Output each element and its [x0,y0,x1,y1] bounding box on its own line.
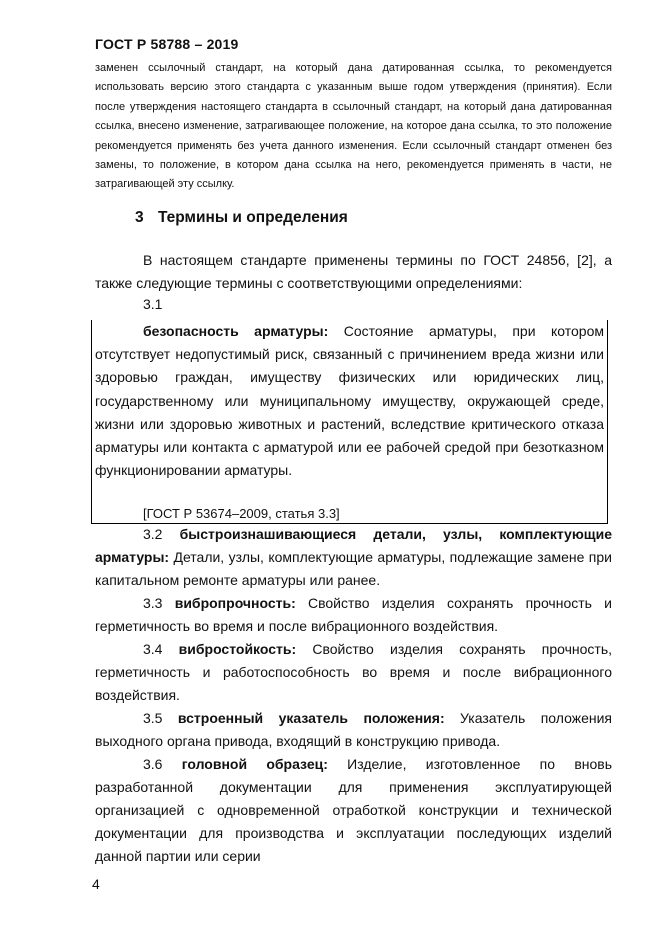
term-3-6-name: головной образец: [181,756,328,772]
page-number: 4 [92,876,100,892]
term-3-2-number: 3.2 [143,526,163,542]
term-3-5 [95,707,612,753]
term-3-1-source: [ГОСТ Р 53674–2009, статья 3.3] [143,506,340,521]
section-number: 3 [135,209,144,226]
term-3-5-definition: Указатель положения выходного органа привода, входящий в конструкцию привода. [95,710,613,749]
term-3-2-definition: Детали, узлы, комплектующие арматуры, подлежащие замене при капитальном ремонте арматуры или ранее. [95,549,612,588]
term-3-1-definition: Состояние арматуры, при котором отсутствует недопустимый риск, связанный с причинением вреда жизни или здоровью граждан, имуществу физических или юридических лиц, государственному или муниципальному имуществу, окружающей среде, жизни или здоровью животных и растений, вследствие критического отказа арматуры или контакта с арматурой или ее рабочей средой при безотказном функционировании арматуры. [95,323,604,479]
term-3-5-name: встроенный указатель положения: [177,710,445,726]
document-header: ГОСТ Р 58788 – 2019 [95,36,239,52]
lead-paragraph: В настоящем стандарте применены термины по ГОСТ 24856, [2], а также следующие термины с соответствующими определениями: [95,252,612,291]
term-3-6-definition: Изделие, изготовленное по вновь разработанной документации для применения эксплуатирующей организацией с одновременной отработкой конструкции и технической документации для производства и эксплуатации последующих изделий данной партии или серии [95,756,613,864]
term-3-2 [95,523,612,592]
term-3-4-name: вибростойкость: [178,641,297,657]
term-3-4-number: 3.4 [143,641,163,657]
term-3-3 [95,592,612,638]
term-3-6 [95,753,612,868]
term-3-4 [95,638,612,707]
term-3-4-definition: Свойство изделия сохранять прочность, герметичность и работоспособность во время и после вибрационного воздействия. [95,641,612,703]
section-title: Термины и определения [157,209,348,226]
term-3-1-name: безопасность арматуры: [143,323,329,339]
term-3-6-number: 3.6 [143,756,163,772]
term-3-3-name: вибропрочность: [174,595,296,611]
term-3-5-number: 3.5 [143,710,163,726]
term-number-3-1: 3.1 [143,296,163,312]
term-3-3-number: 3.3 [143,595,163,611]
term-3-3-definition: Свойство изделия сохранять прочность и герметичность во время и после вибрационного воздействия. [95,595,612,634]
term-3-2-name: быстроизнашивающиеся детали, узлы, комплектующие арматуры: [95,526,612,565]
intro-paragraph: заменен ссылочный стандарт, на который дана датированная ссылка, то рекомендуется использовать версию этого стандарта с указанным выше годом утверждения (принятия). Если после утверждения настоящего стандарта в ссылочный стандарт, на который дана датированная ссылка, внесено изменение, затрагивающее положение, на которое дана ссылка, то это положение рекомендуется применять без учета данного изменения. Если ссылочный стандарт отменен без замены, то положение, в котором дана ссылка на него, рекомендуется применять в части, не затрагивающей эту ссылку. [95,62,612,191]
section-heading [135,209,348,227]
term-3-1-body [95,320,604,482]
